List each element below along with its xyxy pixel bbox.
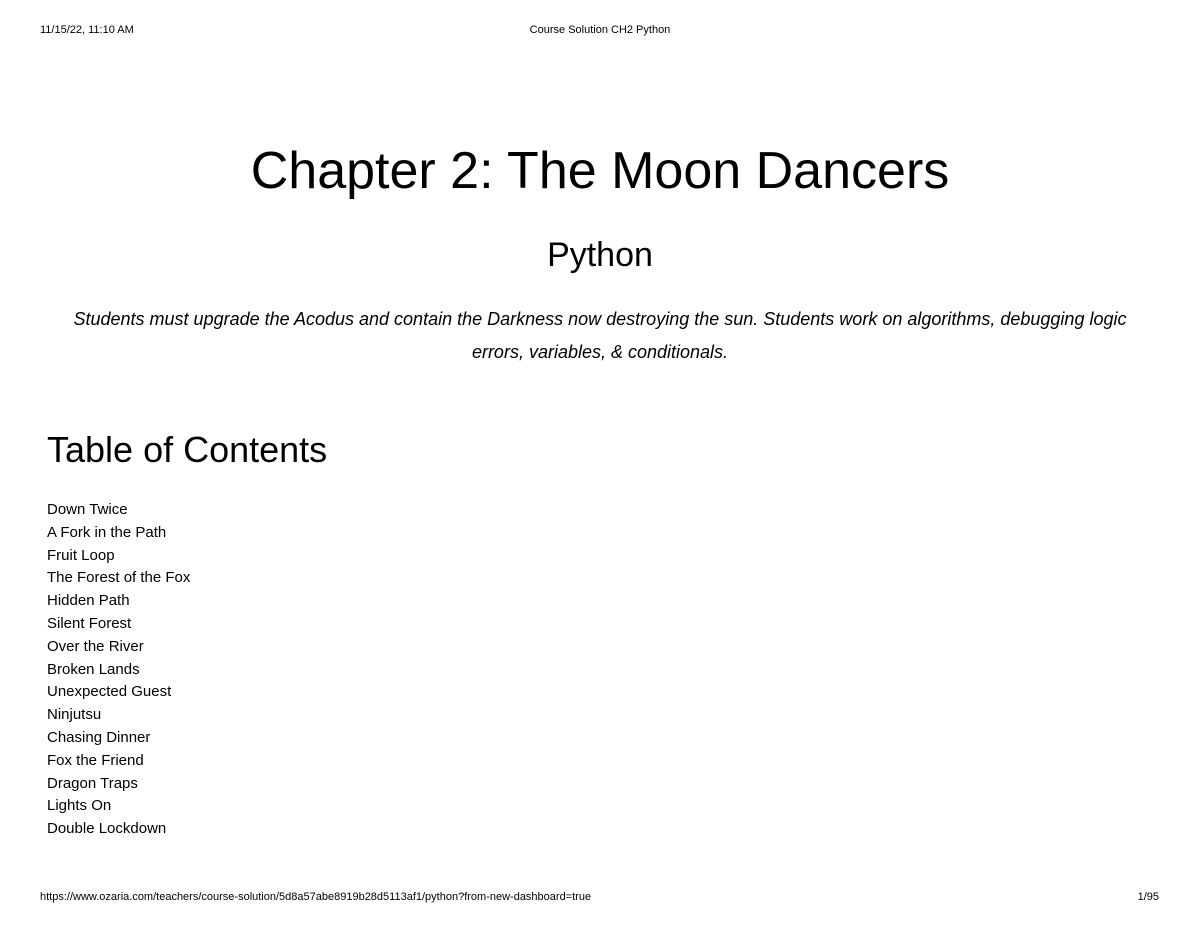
- chapter-title: Chapter 2: The Moon Dancers: [250, 142, 950, 200]
- toc-item[interactable]: The Forest of the Fox: [47, 569, 191, 587]
- toc-item[interactable]: A Fork in the Path: [47, 523, 167, 541]
- toc-item[interactable]: Dragon Traps: [47, 774, 138, 792]
- toc-item[interactable]: Chasing Dinner: [47, 728, 151, 746]
- toc-item[interactable]: Broken Lands: [47, 660, 140, 678]
- chapter-summary: Students must upgrade the Acodus and contain the Darkness now destroying the sun. Students work on algorithms, debugging logic errors, variables, & conditionals.: [73, 309, 1127, 362]
- language-subtitle: Python: [547, 236, 653, 274]
- toc-item[interactable]: Lights On: [47, 797, 112, 815]
- toc-item[interactable]: Fox the Friend: [47, 751, 144, 769]
- toc-item[interactable]: Down Twice: [47, 501, 128, 518]
- toc-list: [47, 499, 190, 841]
- print-header-title: Course Solution CH2 Python: [529, 24, 671, 36]
- toc-item[interactable]: Ninjutsu: [47, 706, 102, 724]
- print-date: 11/15/22, 11:10 AM: [40, 24, 134, 36]
- toc-item[interactable]: Over the River: [47, 637, 144, 655]
- toc-item[interactable]: Hidden Path: [47, 592, 130, 610]
- toc-item[interactable]: Double Lockdown: [47, 820, 167, 838]
- toc-item[interactable]: Silent Forest: [47, 614, 132, 632]
- toc-item[interactable]: Fruit Loop: [47, 546, 115, 564]
- page-number: 1/95: [1137, 891, 1159, 903]
- toc-heading: Table of Contents: [47, 429, 328, 470]
- toc-item[interactable]: Unexpected Guest: [47, 683, 172, 701]
- print-footer-url: https://www.ozaria.com/teachers/course-solution/5d8a57abe8919b28d5113af1/python?from-new-dashboard=true: [40, 891, 592, 903]
